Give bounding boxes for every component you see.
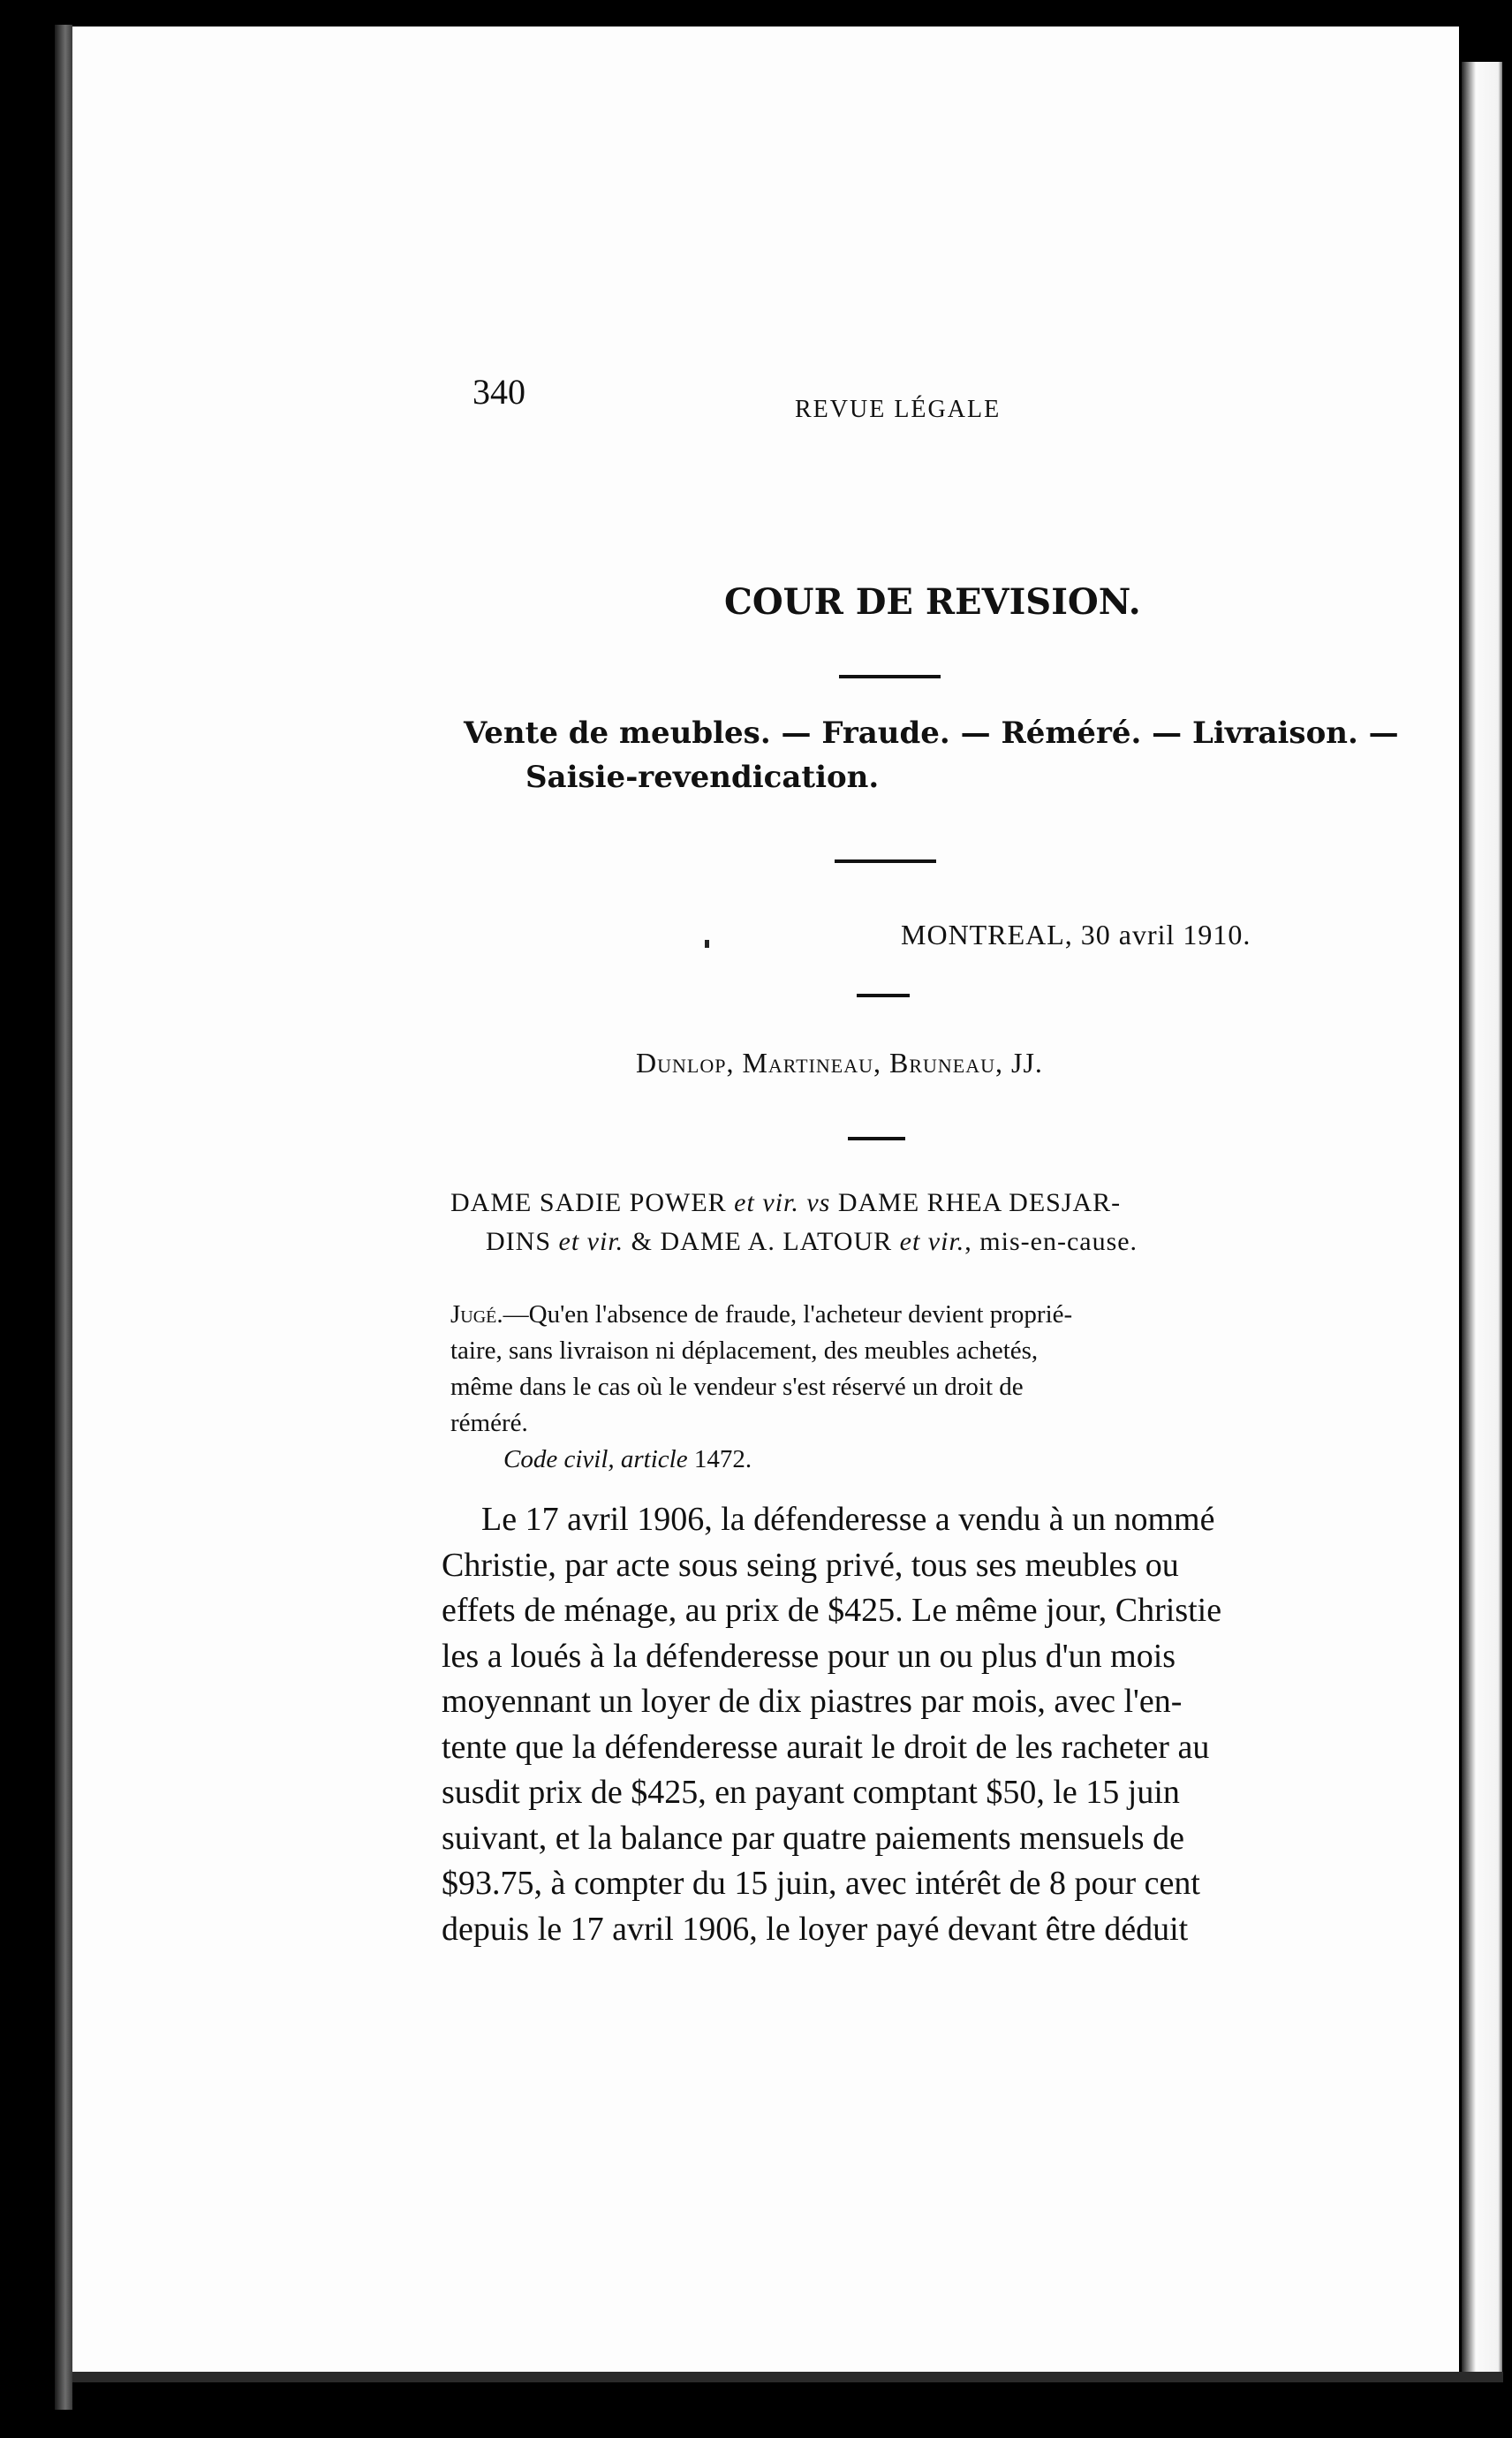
holding-line: réméré. bbox=[450, 1409, 528, 1437]
plaintiff-name: DAME SADIE POWER bbox=[450, 1188, 727, 1217]
divider-rule bbox=[839, 675, 941, 678]
scan-bottom-edge bbox=[72, 2372, 1503, 2382]
body-line: susdit prix de $425, en payant comptant $50, le 15 juin bbox=[442, 1774, 1180, 1811]
divider-rule bbox=[848, 1137, 905, 1140]
citation-text: Code civil, article bbox=[503, 1445, 688, 1473]
mis-en-cause-name: & DAME A. LATOUR bbox=[631, 1227, 893, 1256]
parties bbox=[450, 1184, 1138, 1261]
subject-line-2: Saisie-revendication. bbox=[525, 760, 880, 795]
body-line: Le 17 avril 1906, la défenderesse a vendu à un nommé bbox=[481, 1501, 1215, 1538]
holding-line: même dans le cas où le vendeur s'est réservé un droit de bbox=[450, 1373, 1024, 1401]
parties-line-2 bbox=[450, 1223, 1138, 1261]
divider-rule bbox=[857, 994, 910, 997]
parties-line-1 bbox=[450, 1184, 1138, 1223]
body-line: les a loués à la défenderesse pour un ou plus d'un mois bbox=[442, 1637, 1176, 1675]
body-line: Christie, par acte sous seing privé, tous ses meubles ou bbox=[442, 1546, 1179, 1584]
defendant-name-cont: DINS bbox=[486, 1227, 552, 1256]
body-text bbox=[442, 1497, 1221, 1952]
holding bbox=[450, 1297, 1298, 1478]
next-page-edge bbox=[1462, 62, 1502, 2372]
parties-connector: et vir. vs bbox=[734, 1188, 831, 1217]
page-number: 340 bbox=[472, 372, 525, 412]
divider-rule bbox=[835, 859, 936, 863]
body-line: effets de ménage, au prix de $425. Le même jour, Christie bbox=[442, 1592, 1222, 1629]
scan-left-edge bbox=[55, 25, 72, 2410]
running-title: REVUE LÉGALE bbox=[795, 396, 1002, 423]
holding-line bbox=[450, 1297, 1298, 1333]
holding-line: taire, sans livraison ni déplacement, des meubles achetés, bbox=[450, 1336, 1039, 1365]
judges: Dunlop, Martineau, Bruneau, JJ. bbox=[636, 1047, 1043, 1079]
holding-label: Jugé. bbox=[450, 1300, 503, 1329]
citation-number: 1472. bbox=[693, 1445, 752, 1473]
parties-connector: et vir. bbox=[899, 1227, 965, 1256]
body-line: $93.75, à compter du 15 juin, avec intérêt de 8 pour cent bbox=[442, 1865, 1200, 1902]
body-line: tente que la défenderesse aurait le droit de les racheter au bbox=[442, 1728, 1210, 1766]
court-title: COUR DE REVISION. bbox=[724, 581, 1141, 623]
mis-en-cause-label: , mis-en-cause. bbox=[964, 1227, 1138, 1256]
holding-citation bbox=[450, 1442, 1298, 1478]
subject-headnote bbox=[464, 711, 1399, 799]
ink-speck bbox=[705, 940, 709, 948]
holding-text: —Qu'en l'absence de fraude, l'acheteur devient proprié- bbox=[503, 1300, 1073, 1329]
parties-connector: et vir. bbox=[558, 1227, 624, 1256]
body-line: depuis le 17 avril 1906, le loyer payé devant être déduit bbox=[442, 1910, 1189, 1948]
defendant-name: DAME RHEA DESJAR- bbox=[837, 1188, 1122, 1217]
place-date: MONTREAL, 30 avril 1910. bbox=[901, 919, 1251, 950]
body-line: moyennant un loyer de dix piastres par mois, avec l'en- bbox=[442, 1683, 1183, 1720]
subject-line-1: Vente de meubles. — Fraude. — Réméré. — Livraison. — bbox=[464, 716, 1399, 751]
body-line: suivant, et la balance par quatre paiements mensuels de bbox=[442, 1819, 1184, 1857]
